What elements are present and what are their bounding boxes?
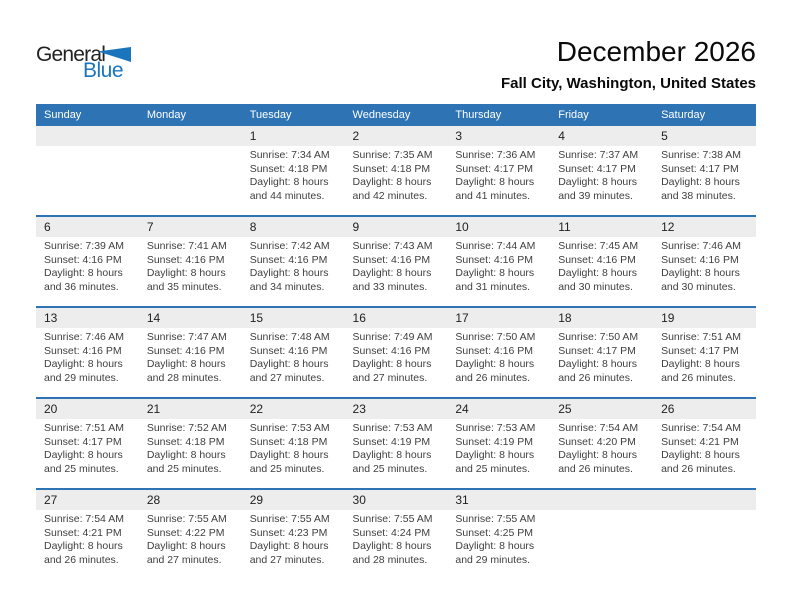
- day-number-band: [653, 217, 756, 237]
- sunset-line: Sunset: 4:18 PM: [249, 435, 328, 448]
- day-number-band: [139, 490, 242, 510]
- day-number-band: [550, 399, 653, 419]
- sunrise-line: Sunrise: 7:36 AM: [455, 149, 536, 161]
- day-number: 5: [661, 129, 668, 143]
- day-number: 24: [455, 402, 469, 416]
- daylight-line-1: Daylight: 8 hours: [455, 267, 535, 279]
- sunrise-line: Sunrise: 7:43 AM: [352, 240, 433, 252]
- daylight-line-2: and 25 minutes.: [249, 462, 325, 475]
- day-info: [36, 419, 139, 476]
- day-number: 21: [146, 402, 161, 416]
- day-number: 7: [146, 220, 154, 234]
- daylight-line-2: and 38 minutes.: [661, 189, 736, 202]
- week-row-2: [36, 216, 756, 307]
- sunrise-line: Sunrise: 7:55 AM: [146, 513, 227, 525]
- daylight-line-2: and 44 minutes.: [249, 189, 325, 202]
- day-info: [447, 146, 550, 203]
- empty-day-cell: [653, 489, 756, 579]
- daylight-line-1: Daylight: 8 hours: [44, 358, 123, 370]
- daylight-line-1: Daylight: 8 hours: [44, 540, 123, 552]
- sunset-line: Sunset: 4:16 PM: [455, 344, 534, 357]
- sunrise-line: Sunrise: 7:51 AM: [661, 331, 742, 343]
- day-info: [653, 237, 756, 294]
- sunset-line: Sunset: 4:17 PM: [44, 435, 122, 448]
- day-number-band: [447, 308, 550, 328]
- day-of-week-header-row: [36, 104, 756, 126]
- sunrise-line: Sunrise: 7:50 AM: [455, 331, 536, 343]
- day-cell-13: [36, 307, 139, 398]
- daylight-line-2: and 26 minutes.: [558, 462, 633, 475]
- sunset-line: Sunset: 4:16 PM: [558, 253, 636, 266]
- sunset-line: Sunset: 4:17 PM: [558, 162, 636, 175]
- day-cell-24: [447, 398, 550, 489]
- day-cell-15: [242, 307, 345, 398]
- day-number-band: [345, 217, 448, 237]
- sunset-line: Sunset: 4:18 PM: [146, 435, 225, 448]
- sunset-line: Sunset: 4:19 PM: [352, 435, 431, 448]
- daylight-line-1: Daylight: 8 hours: [352, 358, 432, 370]
- sunrise-line: Sunrise: 7:53 AM: [352, 422, 433, 434]
- sunrise-line: Sunrise: 7:45 AM: [558, 240, 639, 252]
- day-number: 11: [558, 220, 571, 234]
- day-info: [242, 510, 345, 567]
- day-number-band: [345, 308, 448, 328]
- sunrise-line: Sunrise: 7:55 AM: [455, 513, 536, 525]
- daylight-line-2: and 33 minutes.: [352, 280, 428, 293]
- day-cell-29: [242, 489, 345, 579]
- day-number-band: [242, 308, 345, 328]
- daylight-line-2: and 30 minutes.: [558, 280, 633, 293]
- day-number: 30: [352, 493, 366, 507]
- day-number-band: [242, 217, 345, 237]
- day-number-band: [653, 490, 756, 510]
- day-cell-3: [447, 126, 550, 216]
- day-header-friday: Friday: [550, 104, 653, 126]
- day-number: 14: [146, 311, 161, 325]
- day-cell-19: [653, 307, 756, 398]
- day-number: 6: [44, 220, 51, 234]
- day-header-saturday: Saturday: [653, 104, 756, 126]
- day-number-band: [139, 126, 242, 146]
- day-number-band: [653, 308, 756, 328]
- day-header-tuesday: Tuesday: [242, 104, 345, 126]
- day-info: [139, 328, 242, 385]
- sunrise-line: Sunrise: 7:34 AM: [249, 149, 330, 161]
- sunset-line: Sunset: 4:16 PM: [352, 344, 431, 357]
- logo-text-general: General: [36, 43, 106, 66]
- day-info: [550, 419, 653, 476]
- day-number-band: [242, 399, 345, 419]
- daylight-line-1: Daylight: 8 hours: [661, 358, 740, 370]
- sunset-line: Sunset: 4:23 PM: [249, 526, 328, 539]
- sunrise-line: Sunrise: 7:44 AM: [455, 240, 536, 252]
- day-cell-28: [139, 489, 242, 579]
- sunset-line: Sunset: 4:20 PM: [558, 435, 636, 448]
- day-cell-22: [242, 398, 345, 489]
- day-number: 4: [558, 129, 565, 143]
- sunrise-line: Sunrise: 7:48 AM: [249, 331, 330, 343]
- day-info: [653, 146, 756, 203]
- daylight-line-1: Daylight: 8 hours: [249, 176, 329, 188]
- day-info: [242, 237, 345, 294]
- day-number-band: [139, 308, 242, 328]
- day-cell-9: [345, 216, 448, 307]
- sunrise-line: Sunrise: 7:35 AM: [352, 149, 433, 161]
- daylight-line-1: Daylight: 8 hours: [249, 267, 329, 279]
- daylight-line-2: and 31 minutes.: [455, 280, 531, 293]
- daylight-line-1: Daylight: 8 hours: [455, 449, 535, 461]
- daylight-line-1: Daylight: 8 hours: [146, 358, 226, 370]
- day-number-band: [550, 126, 653, 146]
- daylight-line-2: and 34 minutes.: [249, 280, 325, 293]
- day-cell-26: [653, 398, 756, 489]
- day-header-thursday: Thursday: [447, 104, 550, 126]
- sunset-line: Sunset: 4:16 PM: [146, 253, 225, 266]
- sunset-line: Sunset: 4:18 PM: [352, 162, 431, 175]
- day-cell-10: [447, 216, 550, 307]
- sunrise-line: Sunrise: 7:50 AM: [558, 331, 639, 343]
- day-number-band: [550, 217, 653, 237]
- daylight-line-2: and 42 minutes.: [352, 189, 428, 202]
- day-cell-11: [550, 216, 653, 307]
- daylight-line-1: Daylight: 8 hours: [455, 176, 535, 188]
- sunrise-line: Sunrise: 7:46 AM: [661, 240, 742, 252]
- day-cell-30: [345, 489, 448, 579]
- day-info: [139, 237, 242, 294]
- daylight-line-2: and 27 minutes.: [146, 553, 222, 566]
- day-info: [345, 328, 448, 385]
- week-row-1: [36, 126, 756, 216]
- day-info: [242, 419, 345, 476]
- day-number: 2: [352, 129, 360, 143]
- sunrise-line: Sunrise: 7:53 AM: [249, 422, 330, 434]
- day-number-band: [345, 399, 448, 419]
- daylight-line-2: and 25 minutes.: [146, 462, 222, 475]
- day-info: [345, 510, 448, 567]
- day-number-band: [36, 399, 139, 419]
- day-cell-16: [345, 307, 448, 398]
- sunset-line: Sunset: 4:24 PM: [352, 526, 431, 539]
- sunset-line: Sunset: 4:17 PM: [661, 344, 739, 357]
- week-row-3: [36, 307, 756, 398]
- daylight-line-2: and 30 minutes.: [661, 280, 736, 293]
- empty-day-cell: [139, 126, 242, 216]
- day-number-band: [447, 490, 550, 510]
- daylight-line-1: Daylight: 8 hours: [352, 449, 432, 461]
- day-cell-18: [550, 307, 653, 398]
- week-row-4: [36, 398, 756, 489]
- daylight-line-2: and 26 minutes.: [44, 553, 119, 566]
- sunrise-line: Sunrise: 7:53 AM: [455, 422, 536, 434]
- day-info: [36, 328, 139, 385]
- day-info: [345, 237, 448, 294]
- daylight-line-2: and 29 minutes.: [455, 553, 531, 566]
- day-cell-12: [653, 216, 756, 307]
- day-info: [36, 510, 139, 567]
- day-number: 9: [352, 220, 360, 234]
- sunset-line: Sunset: 4:21 PM: [661, 435, 739, 448]
- day-number-band: [447, 217, 550, 237]
- day-number-band: [653, 399, 756, 419]
- day-header-sunday: Sunday: [36, 104, 139, 126]
- daylight-line-1: Daylight: 8 hours: [249, 449, 329, 461]
- day-number: 25: [558, 402, 572, 416]
- day-number: 29: [249, 493, 264, 507]
- day-cell-6: [36, 216, 139, 307]
- daylight-line-2: and 25 minutes.: [455, 462, 531, 475]
- day-number-band: [550, 308, 653, 328]
- day-info: [345, 419, 448, 476]
- daylight-line-1: Daylight: 8 hours: [44, 267, 123, 279]
- sunrise-line: Sunrise: 7:49 AM: [352, 331, 433, 343]
- day-info: [242, 146, 345, 203]
- day-cell-20: [36, 398, 139, 489]
- daylight-line-2: and 35 minutes.: [146, 280, 222, 293]
- day-cell-21: [139, 398, 242, 489]
- day-number-band: [550, 490, 653, 510]
- day-info: [139, 510, 242, 567]
- day-cell-25: [550, 398, 653, 489]
- daylight-line-2: and 28 minutes.: [146, 371, 222, 384]
- daylight-line-2: and 25 minutes.: [44, 462, 119, 475]
- daylight-line-2: and 27 minutes.: [249, 553, 325, 566]
- logo-text-blue: Blue: [83, 59, 124, 82]
- daylight-line-1: Daylight: 8 hours: [661, 449, 740, 461]
- daylight-line-2: and 25 minutes.: [352, 462, 428, 475]
- daylight-line-2: and 29 minutes.: [44, 371, 119, 384]
- daylight-line-2: and 27 minutes.: [352, 371, 428, 384]
- day-cell-27: [36, 489, 139, 579]
- daylight-line-2: and 39 minutes.: [558, 189, 633, 202]
- day-info: [447, 510, 550, 567]
- day-number: 31: [455, 493, 469, 507]
- day-info: [36, 237, 139, 294]
- day-cell-14: [139, 307, 242, 398]
- day-number: 20: [44, 402, 58, 416]
- day-info: [653, 328, 756, 385]
- daylight-line-2: and 26 minutes.: [455, 371, 531, 384]
- day-number: 3: [455, 129, 463, 143]
- daylight-line-2: and 28 minutes.: [352, 553, 428, 566]
- sunrise-line: Sunrise: 7:54 AM: [558, 422, 639, 434]
- day-number-band: [345, 126, 448, 146]
- empty-day-cell: [550, 489, 653, 579]
- day-number-band: [139, 217, 242, 237]
- sunset-line: Sunset: 4:16 PM: [661, 253, 739, 266]
- sunrise-line: Sunrise: 7:38 AM: [661, 149, 742, 161]
- sunrise-line: Sunrise: 7:55 AM: [249, 513, 330, 525]
- day-number-band: [139, 399, 242, 419]
- sunrise-line: Sunrise: 7:55 AM: [352, 513, 433, 525]
- sunset-line: Sunset: 4:16 PM: [455, 253, 534, 266]
- day-number: 8: [249, 220, 257, 234]
- sunset-line: Sunset: 4:16 PM: [249, 253, 328, 266]
- daylight-line-1: Daylight: 8 hours: [146, 449, 226, 461]
- title-block: [501, 36, 756, 92]
- day-number: 19: [661, 311, 675, 325]
- daylight-line-2: and 26 minutes.: [661, 462, 736, 475]
- day-number: 23: [352, 402, 366, 416]
- day-number-band: [653, 126, 756, 146]
- daylight-line-1: Daylight: 8 hours: [352, 267, 432, 279]
- day-number: 18: [558, 311, 572, 325]
- day-cell-4: [550, 126, 653, 216]
- sunset-line: Sunset: 4:16 PM: [146, 344, 225, 357]
- daylight-line-1: Daylight: 8 hours: [455, 540, 535, 552]
- day-info: [447, 419, 550, 476]
- daylight-line-1: Daylight: 8 hours: [249, 540, 329, 552]
- daylight-line-2: and 36 minutes.: [44, 280, 119, 293]
- calendar-table: [36, 104, 756, 579]
- sunset-line: Sunset: 4:17 PM: [455, 162, 534, 175]
- daylight-line-2: and 27 minutes.: [249, 371, 325, 384]
- daylight-line-1: Daylight: 8 hours: [558, 267, 638, 279]
- day-cell-23: [345, 398, 448, 489]
- sunset-line: Sunset: 4:16 PM: [44, 344, 122, 357]
- day-info: [653, 419, 756, 476]
- daylight-line-1: Daylight: 8 hours: [44, 449, 123, 461]
- sunrise-line: Sunrise: 7:51 AM: [44, 422, 124, 434]
- sunset-line: Sunset: 4:16 PM: [249, 344, 328, 357]
- day-number: 16: [352, 311, 366, 325]
- sunrise-line: Sunrise: 7:54 AM: [661, 422, 742, 434]
- day-number: 28: [146, 493, 161, 507]
- day-info: [139, 419, 242, 476]
- month-title: December 2026: [556, 36, 756, 67]
- daylight-line-2: and 41 minutes.: [455, 189, 531, 202]
- sunrise-line: Sunrise: 7:52 AM: [146, 422, 227, 434]
- day-header-monday: Monday: [139, 104, 242, 126]
- sunset-line: Sunset: 4:17 PM: [661, 162, 739, 175]
- day-info: [447, 328, 550, 385]
- daylight-line-1: Daylight: 8 hours: [249, 358, 329, 370]
- day-number-band: [242, 126, 345, 146]
- day-number-band: [447, 399, 550, 419]
- sunset-line: Sunset: 4:22 PM: [146, 526, 225, 539]
- day-number-band: [447, 126, 550, 146]
- location-subtitle: Fall City, Washington, United States: [500, 75, 756, 92]
- day-number-band: [345, 490, 448, 510]
- sunset-line: Sunset: 4:21 PM: [44, 526, 122, 539]
- day-header-wednesday: Wednesday: [345, 104, 448, 126]
- day-number: 10: [455, 220, 469, 234]
- sunset-line: Sunset: 4:19 PM: [455, 435, 534, 448]
- day-info: [447, 237, 550, 294]
- day-info: [550, 146, 653, 203]
- daylight-line-1: Daylight: 8 hours: [558, 449, 638, 461]
- day-number: 17: [455, 311, 469, 325]
- day-number: 1: [249, 129, 257, 143]
- day-cell-2: [345, 126, 448, 216]
- daylight-line-2: and 26 minutes.: [661, 371, 736, 384]
- day-number: 22: [249, 402, 264, 416]
- day-number-band: [36, 126, 139, 146]
- daylight-line-1: Daylight: 8 hours: [661, 176, 740, 188]
- sunrise-line: Sunrise: 7:37 AM: [558, 149, 639, 161]
- day-info: [242, 328, 345, 385]
- sunrise-line: Sunrise: 7:42 AM: [249, 240, 330, 252]
- day-number-band: [36, 490, 139, 510]
- empty-day-cell: [36, 126, 139, 216]
- sunrise-line: Sunrise: 7:41 AM: [146, 240, 227, 252]
- day-info: [345, 146, 448, 203]
- sunset-line: Sunset: 4:16 PM: [352, 253, 431, 266]
- sunrise-line: Sunrise: 7:47 AM: [146, 331, 227, 343]
- day-number: 13: [44, 311, 58, 325]
- day-number: 12: [661, 220, 675, 234]
- week-row-5: [36, 489, 756, 579]
- daylight-line-2: and 26 minutes.: [558, 371, 633, 384]
- day-cell-17: [447, 307, 550, 398]
- daylight-line-1: Daylight: 8 hours: [352, 176, 432, 188]
- day-info: [550, 237, 653, 294]
- day-info: [550, 328, 653, 385]
- day-number-band: [36, 217, 139, 237]
- sunrise-line: Sunrise: 7:39 AM: [44, 240, 124, 252]
- day-cell-1: [242, 126, 345, 216]
- daylight-line-1: Daylight: 8 hours: [661, 267, 740, 279]
- day-number: 26: [661, 402, 675, 416]
- daylight-line-1: Daylight: 8 hours: [455, 358, 535, 370]
- sunset-line: Sunset: 4:25 PM: [455, 526, 534, 539]
- sunrise-line: Sunrise: 7:46 AM: [44, 331, 124, 343]
- day-number: 15: [249, 311, 264, 325]
- day-number: 27: [44, 493, 58, 507]
- sunset-line: Sunset: 4:17 PM: [558, 344, 636, 357]
- daylight-line-1: Daylight: 8 hours: [558, 358, 638, 370]
- day-number-band: [242, 490, 345, 510]
- sunrise-line: Sunrise: 7:54 AM: [44, 513, 124, 525]
- daylight-line-1: Daylight: 8 hours: [146, 267, 226, 279]
- day-number-band: [36, 308, 139, 328]
- sunset-line: Sunset: 4:16 PM: [44, 253, 122, 266]
- daylight-line-1: Daylight: 8 hours: [352, 540, 432, 552]
- daylight-line-1: Daylight: 8 hours: [146, 540, 226, 552]
- day-cell-7: [139, 216, 242, 307]
- day-cell-8: [242, 216, 345, 307]
- daylight-line-1: Daylight: 8 hours: [558, 176, 638, 188]
- day-cell-31: [447, 489, 550, 579]
- general-blue-logo: [36, 43, 146, 85]
- sunset-line: Sunset: 4:18 PM: [249, 162, 328, 175]
- day-cell-5: [653, 126, 756, 216]
